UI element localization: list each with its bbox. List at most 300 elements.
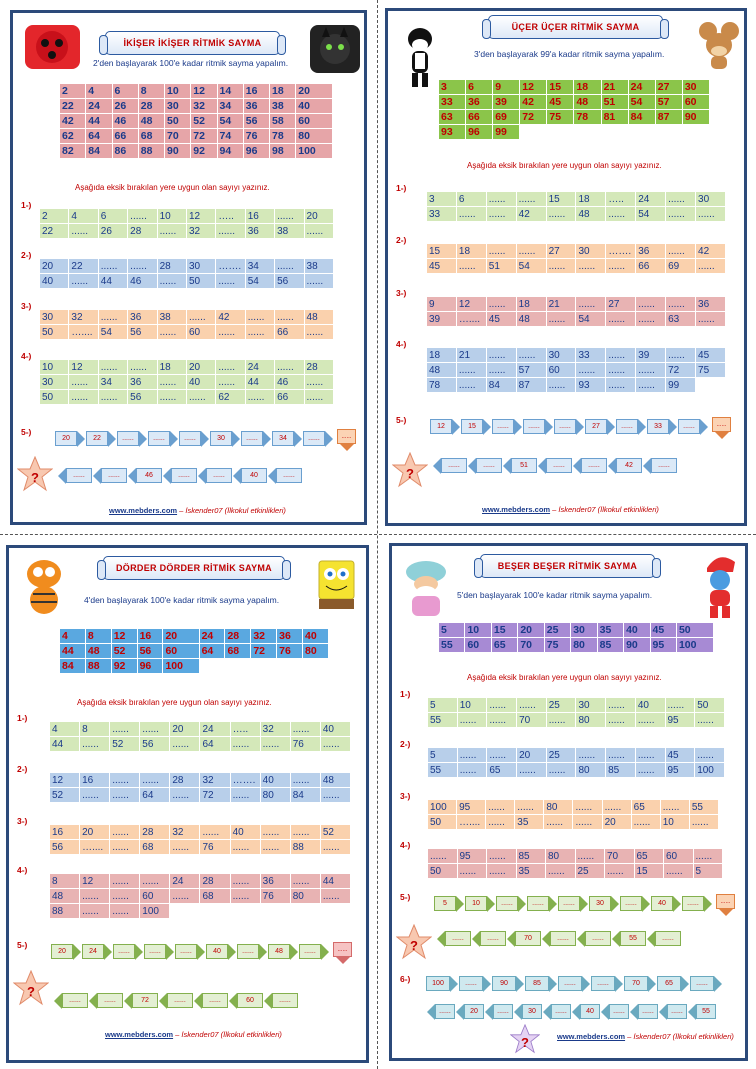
footer [105, 1030, 282, 1039]
arrow-box[interactable]: ...... [445, 931, 471, 946]
grid-cell: 87 [655, 110, 682, 125]
blank-cell[interactable]: ...... [486, 297, 516, 312]
arrow-box[interactable]: ...... [167, 993, 193, 1008]
blank-cell[interactable]: ...... [517, 698, 547, 713]
arrow-box[interactable]: ...... [546, 458, 572, 473]
blank-cell[interactable]: ...... [573, 815, 602, 830]
blank-cell[interactable]: ...... [696, 312, 726, 327]
blank-cell[interactable]: ...... [98, 360, 127, 375]
blank-cell[interactable]: ...... [487, 748, 517, 763]
blank-cell[interactable]: ...... [487, 864, 517, 879]
number-cell: 70 [605, 849, 635, 864]
sylvester-cat-image [400, 23, 440, 89]
arrow-box[interactable]: ...... [175, 944, 197, 959]
number-cell: 76 [200, 840, 230, 855]
blank-cell[interactable]: ...... [635, 713, 665, 728]
blank-cell[interactable]: ...... [602, 800, 631, 815]
blank-cell[interactable]: ...... [110, 874, 140, 889]
blank-cell[interactable]: ...... [516, 192, 546, 207]
footer-url[interactable]: www.mebders.com [105, 1030, 174, 1039]
blank-cell[interactable]: ...... [128, 360, 157, 375]
exercise-label: 5-) [396, 415, 407, 425]
blank-cell[interactable]: ...... [457, 864, 487, 879]
down-arrow-box[interactable]: ...... [712, 417, 731, 432]
number-cell: 44 [50, 737, 80, 752]
blank-cell[interactable]: ...... [260, 825, 290, 840]
blank-cell[interactable]: ...... [290, 722, 320, 737]
blank-cell[interactable]: ...... [110, 840, 140, 855]
arrow-box[interactable]: ...... [651, 458, 677, 473]
number-cell: 40 [230, 825, 260, 840]
arrow-box[interactable]: ...... [62, 993, 88, 1008]
blank-cell[interactable]: ...... [170, 737, 200, 752]
blank-cell[interactable]: ...... [216, 325, 245, 340]
number-cell: 48 [50, 889, 80, 904]
arrow-box[interactable]: ...... [241, 431, 263, 446]
arrow-box[interactable]: ...... [682, 896, 704, 911]
blank-cell[interactable]: ...... [660, 800, 689, 815]
number-cell: 20 [602, 815, 631, 830]
grid-cell: 72 [251, 644, 277, 659]
blank-cell[interactable]: ...... [606, 348, 636, 363]
blank-cell[interactable]: ...... [140, 722, 170, 737]
footer-url[interactable]: www.mebders.com [557, 1032, 626, 1041]
blank-cell[interactable]: ...... [486, 363, 516, 378]
arrow-box[interactable]: ...... [237, 944, 259, 959]
blank-cell[interactable]: ...... [275, 259, 304, 274]
grid-cell: 51 [601, 95, 628, 110]
grid-cell: 52 [111, 644, 137, 659]
blank-cell[interactable]: ...... [110, 773, 140, 788]
exercise-table [49, 772, 351, 803]
blank-cell[interactable]: ...... [456, 207, 486, 222]
exercise-table [49, 873, 351, 919]
blank-cell[interactable]: ...... [515, 800, 544, 815]
blank-cell[interactable]: ...... [696, 207, 726, 222]
grid-cell: 18 [574, 80, 601, 95]
arrow-box[interactable]: ...... [101, 468, 127, 483]
blank-cell[interactable]: ...... [186, 310, 215, 325]
arrow-box[interactable]: ...... [97, 993, 123, 1008]
blank-cell[interactable]: ...... [546, 207, 576, 222]
blank-cell[interactable]: ...... [98, 259, 127, 274]
blank-cell[interactable]: ...... [573, 800, 602, 815]
exercise-row [428, 815, 719, 830]
footer-url[interactable]: www.mebders.com [109, 506, 178, 515]
arrow-box[interactable]: ...... [496, 896, 518, 911]
blank-cell[interactable]: ...... [110, 889, 140, 904]
blank-cell[interactable]: ...... [486, 192, 516, 207]
number-grid [59, 628, 329, 674]
blank-cell[interactable]: ……. [216, 259, 245, 274]
down-arrow-box[interactable]: ...... [716, 894, 735, 909]
arrow-box[interactable]: ...... [551, 1004, 571, 1019]
blank-cell[interactable]: ….. [230, 722, 260, 737]
blank-cell[interactable]: ...... [110, 722, 140, 737]
blank-cell[interactable]: ...... [157, 390, 186, 405]
arrow-box[interactable]: ...... [148, 431, 170, 446]
exercise-label: 4-) [21, 351, 32, 361]
number-cell: 36 [128, 310, 157, 325]
blank-cell[interactable]: ...... [636, 297, 666, 312]
blank-cell[interactable]: ...... [576, 363, 606, 378]
grid-cell: 25 [544, 623, 570, 638]
footer [109, 506, 286, 515]
blank-cell[interactable]: ...... [606, 312, 636, 327]
arrow-box[interactable]: ...... [690, 976, 714, 991]
number-cell: 40 [320, 722, 350, 737]
blank-cell[interactable]: ...... [216, 224, 245, 239]
number-cell: 80 [546, 849, 576, 864]
blank-cell[interactable]: ...... [110, 788, 140, 803]
arrow-box: 12 [430, 419, 452, 434]
blank-cell[interactable]: ...... [487, 849, 517, 864]
blank-cell[interactable]: ….... [457, 815, 486, 830]
blank-cell[interactable]: ...... [636, 378, 666, 393]
arrow-box[interactable]: ...... [581, 458, 607, 473]
blank-cell[interactable]: ...... [693, 849, 723, 864]
blank-cell[interactable]: ...... [695, 713, 725, 728]
arrow-box[interactable]: ...... [492, 419, 514, 434]
blank-cell[interactable]: ...... [200, 825, 230, 840]
blank-cell[interactable]: ...... [606, 698, 636, 713]
arrow-box[interactable]: ...... [558, 896, 580, 911]
blank-cell[interactable]: ...... [304, 224, 333, 239]
blank-cell[interactable]: ...... [290, 874, 320, 889]
grid-cell: 48 [138, 114, 164, 129]
number-cell: 85 [516, 849, 546, 864]
blank-cell[interactable]: ...... [517, 763, 547, 778]
blank-cell[interactable]: ...... [576, 259, 606, 274]
grid-cell: 92 [191, 144, 217, 159]
grid-cell: 44 [60, 644, 86, 659]
exercise-table [426, 191, 726, 222]
exercise-label: 1-) [396, 183, 407, 193]
arrow-box[interactable]: ...... [667, 1004, 687, 1019]
blank-cell[interactable]: ...... [157, 224, 186, 239]
blank-cell[interactable]: ...... [457, 713, 487, 728]
arrow-box[interactable]: ...... [523, 419, 545, 434]
blank-cell[interactable]: ...... [457, 763, 487, 778]
blank-cell[interactable]: ...... [69, 390, 98, 405]
arrow-box[interactable]: ...... [476, 458, 502, 473]
blank-cell[interactable]: ...... [128, 209, 157, 224]
blank-cell[interactable]: ...... [546, 864, 576, 879]
number-cell: 50 [40, 390, 69, 405]
number-cell: 66 [636, 259, 666, 274]
blank-cell[interactable]: ...... [636, 312, 666, 327]
blank-cell[interactable]: ...... [665, 698, 695, 713]
blank-cell[interactable]: ...... [245, 390, 274, 405]
number-cell: 52 [110, 737, 140, 752]
number-cell: 21 [456, 348, 486, 363]
arrow-box[interactable]: ...... [480, 931, 506, 946]
arrow-box[interactable]: ...... [113, 944, 135, 959]
arrow-box[interactable]: ...... [202, 993, 228, 1008]
blank-cell[interactable]: ...... [98, 390, 127, 405]
number-cell: 45 [427, 259, 457, 274]
blank-cell[interactable]: ….... [80, 840, 110, 855]
blank-cell[interactable]: ...... [606, 207, 636, 222]
blank-cell[interactable]: ...... [666, 192, 696, 207]
blank-cell[interactable]: ...... [486, 800, 515, 815]
arrow-box[interactable]: ...... [206, 468, 232, 483]
blank-cell[interactable]: ...... [487, 698, 517, 713]
blank-cell[interactable]: ...... [320, 737, 350, 752]
blank-cell[interactable]: ...... [304, 375, 333, 390]
grid-cell: 10 [165, 84, 191, 99]
grid-cell: 100 [676, 638, 713, 653]
blank-cell[interactable]: ...... [245, 310, 274, 325]
blank-cell[interactable]: ...... [666, 348, 696, 363]
grid-cell: 33 [439, 95, 466, 110]
blank-cell[interactable]: ...... [606, 378, 636, 393]
blank-cell[interactable]: ...... [216, 274, 245, 289]
blank-cell[interactable]: ...... [606, 363, 636, 378]
blank-cell[interactable]: ……. [606, 244, 636, 259]
blank-cell[interactable]: ...... [546, 378, 576, 393]
blank-cell[interactable]: ...... [69, 274, 98, 289]
blank-cell[interactable]: ...... [140, 874, 170, 889]
exercise-row [427, 192, 726, 207]
footer-url[interactable]: www.mebders.com [482, 505, 551, 514]
arrow-box[interactable]: ...... [554, 419, 576, 434]
down-arrow-box[interactable]: ...... [333, 942, 352, 957]
arrow-box[interactable]: ...... [276, 468, 302, 483]
grid-cell: 6 [112, 84, 138, 99]
blank-cell[interactable]: ...... [546, 763, 576, 778]
blank-cell[interactable]: ...... [260, 840, 290, 855]
number-cell: 30 [696, 192, 726, 207]
blank-cell[interactable]: ...... [664, 864, 694, 879]
star-icon [392, 452, 428, 488]
exercise-table [39, 309, 334, 340]
grid-cell: 92 [111, 659, 137, 674]
arrow-box[interactable]: ...... [459, 976, 483, 991]
blank-cell[interactable]: ...... [304, 325, 333, 340]
blank-cell[interactable]: ...... [304, 274, 333, 289]
blank-cell[interactable]: ……. [230, 773, 260, 788]
grid-row [60, 644, 329, 659]
arrow-box[interactable]: ...... [558, 976, 582, 991]
arrow-box[interactable]: ...... [299, 944, 321, 959]
blank-cell[interactable]: ...... [230, 874, 260, 889]
blank-cell[interactable]: ...... [170, 788, 200, 803]
arrow-box[interactable]: ...... [638, 1004, 658, 1019]
grid-cell: 64 [86, 129, 112, 144]
blank-cell[interactable]: ...... [128, 259, 157, 274]
blank-cell[interactable]: ...... [230, 737, 260, 752]
arrow-box[interactable]: ...... [550, 931, 576, 946]
blank-cell[interactable]: ...... [666, 297, 696, 312]
down-arrow-box[interactable]: ...... [337, 429, 356, 444]
grid-cell: 40 [303, 629, 329, 644]
subtitle: 3'den başlayarak 99'a kadar ritmik sayma yapalım. [474, 49, 665, 59]
blank-cell[interactable]: ...... [290, 825, 320, 840]
blank-cell[interactable]: ...... [290, 773, 320, 788]
grid-cell: 45 [650, 623, 676, 638]
blank-cell[interactable]: ...... [606, 748, 636, 763]
blank-cell[interactable]: ...... [516, 244, 546, 259]
blank-cell[interactable]: ….. [606, 192, 636, 207]
grid-cell: 84 [628, 110, 655, 125]
number-cell: 30 [186, 259, 215, 274]
blank-cell[interactable]: ...... [157, 375, 186, 390]
blank-cell[interactable]: ...... [666, 244, 696, 259]
grid-cell: 36 [277, 629, 303, 644]
blank-cell[interactable]: ...... [80, 788, 110, 803]
blank-cell[interactable]: ...... [516, 348, 546, 363]
arrow-box[interactable]: ...... [117, 431, 139, 446]
blank-cell[interactable]: ...... [689, 815, 718, 830]
exercise-label: 4-) [17, 865, 28, 875]
grid-cell: 81 [601, 110, 628, 125]
blank-cell[interactable]: ...... [170, 840, 200, 855]
blank-cell[interactable]: ...... [576, 297, 606, 312]
blank-cell[interactable]: ...... [275, 360, 304, 375]
blank-cell[interactable]: ...... [606, 259, 636, 274]
blank-cell[interactable]: ...... [230, 889, 260, 904]
grid-cell: 85 [597, 638, 623, 653]
blank-cell[interactable]: ...... [170, 889, 200, 904]
arrow-box[interactable]: ...... [272, 993, 298, 1008]
arrow-box[interactable]: ...... [303, 431, 325, 446]
arrow-box[interactable]: ...... [609, 1004, 629, 1019]
blank-cell[interactable]: ...... [110, 904, 140, 919]
arrow-box[interactable]: ...... [179, 431, 201, 446]
blank-cell[interactable]: ...... [635, 763, 665, 778]
blank-cell[interactable]: ...... [80, 889, 110, 904]
grid-cell: 44 [86, 114, 112, 129]
blank-cell[interactable]: ...... [695, 748, 725, 763]
blank-cell[interactable]: ...... [428, 849, 458, 864]
grid-cell: 26 [112, 99, 138, 114]
blank-cell[interactable]: ….. [216, 209, 245, 224]
blank-cell[interactable]: ...... [486, 815, 515, 830]
arrow-box[interactable]: ...... [493, 1004, 513, 1019]
blank-cell[interactable]: ...... [486, 348, 516, 363]
arrow-box[interactable]: ...... [620, 896, 642, 911]
blank-cell[interactable]: ...... [216, 360, 245, 375]
blank-cell[interactable]: ...... [487, 713, 517, 728]
grid-cell: 60 [296, 114, 333, 129]
blank-cell[interactable]: ...... [140, 773, 170, 788]
grid-cell: 4 [60, 629, 86, 644]
grid-cell: 15 [547, 80, 574, 95]
number-cell: 20 [40, 259, 69, 274]
arrow-box[interactable]: ...... [527, 896, 549, 911]
arrow-box: 34 [272, 431, 294, 446]
blank-cell[interactable]: ...... [98, 310, 127, 325]
arrow-box[interactable]: ...... [66, 468, 92, 483]
title-ribbon: ÜÇER ÜÇER RİTMİK SAYMA [488, 15, 663, 39]
blank-cell[interactable]: ….... [456, 312, 486, 327]
blank-cell[interactable]: ...... [576, 748, 606, 763]
number-cell: 36 [245, 224, 274, 239]
blank-cell[interactable]: ...... [186, 390, 215, 405]
blank-cell[interactable]: ...... [456, 378, 486, 393]
grid-cell: 90 [165, 144, 191, 159]
number-cell: 46 [128, 274, 157, 289]
blank-cell[interactable]: ...... [69, 224, 98, 239]
number-cell: 93 [576, 378, 606, 393]
number-cell: 25 [546, 748, 576, 763]
arrow-box[interactable]: ...... [616, 419, 638, 434]
number-cell: 72 [666, 363, 696, 378]
grid-cell: 98 [270, 144, 296, 159]
blank-cell[interactable]: ...... [631, 815, 660, 830]
number-cell: 69 [666, 259, 696, 274]
blank-cell[interactable]: ...... [230, 788, 260, 803]
blank-cell[interactable]: ...... [546, 713, 576, 728]
number-cell: 45 [486, 312, 516, 327]
blank-cell[interactable]: ...... [636, 363, 666, 378]
grid-cell: 69 [493, 110, 520, 125]
blank-cell[interactable]: ...... [546, 312, 576, 327]
blank-cell[interactable]: ...... [606, 713, 636, 728]
blank-cell[interactable]: ...... [245, 325, 274, 340]
blank-cell[interactable]: ...... [320, 840, 350, 855]
blank-cell[interactable]: ...... [320, 889, 350, 904]
blank-cell[interactable]: ...... [666, 207, 696, 222]
blank-cell[interactable]: ...... [696, 259, 726, 274]
arrow-box[interactable]: ...... [441, 458, 467, 473]
arrow-box[interactable]: ...... [655, 931, 681, 946]
blank-cell[interactable]: ...... [216, 375, 245, 390]
blank-cell[interactable]: ...... [80, 904, 110, 919]
arrow-box[interactable]: ...... [678, 419, 700, 434]
blank-cell[interactable]: ...... [486, 244, 516, 259]
blank-cell[interactable]: ...... [110, 825, 140, 840]
number-cell: 12 [186, 209, 215, 224]
arrow-box[interactable]: ...... [591, 976, 615, 991]
blank-cell[interactable]: ...... [456, 259, 486, 274]
number-cell: 26 [98, 224, 127, 239]
arrow-box[interactable]: ...... [435, 1004, 455, 1019]
blank-cell[interactable]: ...... [544, 815, 573, 830]
blank-cell[interactable]: ...... [69, 375, 98, 390]
blank-cell[interactable]: ...... [575, 849, 605, 864]
blank-cell[interactable]: ...... [456, 363, 486, 378]
blank-cell[interactable]: ...... [157, 325, 186, 340]
blank-cell[interactable]: ...... [546, 259, 576, 274]
number-cell: 48 [516, 312, 546, 327]
blank-cell[interactable]: ...... [80, 737, 110, 752]
blank-cell[interactable]: ...... [230, 840, 260, 855]
footer-author: – İskender07 (İlkokul etkinlikleri) [175, 1030, 282, 1039]
number-cell: 57 [516, 363, 546, 378]
blank-cell[interactable]: ….... [69, 325, 98, 340]
arrow-box[interactable]: ...... [171, 468, 197, 483]
blank-cell[interactable]: ...... [605, 864, 635, 879]
blank-cell[interactable]: ...... [275, 209, 304, 224]
grid-cell: 34 [217, 99, 243, 114]
blank-cell[interactable]: ...... [275, 310, 304, 325]
arrow-box[interactable]: ...... [144, 944, 166, 959]
exercise-row [427, 244, 726, 259]
blank-cell[interactable]: ...... [260, 737, 290, 752]
blank-cell[interactable]: ...... [304, 390, 333, 405]
blank-cell[interactable]: ...... [320, 788, 350, 803]
number-cell: 87 [516, 378, 546, 393]
blank-cell[interactable]: ...... [635, 748, 665, 763]
blank-cell[interactable]: ...... [486, 207, 516, 222]
blank-cell[interactable]: ...... [157, 274, 186, 289]
panel-beser [389, 543, 748, 1061]
arrow-box[interactable]: ...... [585, 931, 611, 946]
blank-cell[interactable]: ...... [457, 748, 487, 763]
exercise-label: 1-) [17, 713, 28, 723]
